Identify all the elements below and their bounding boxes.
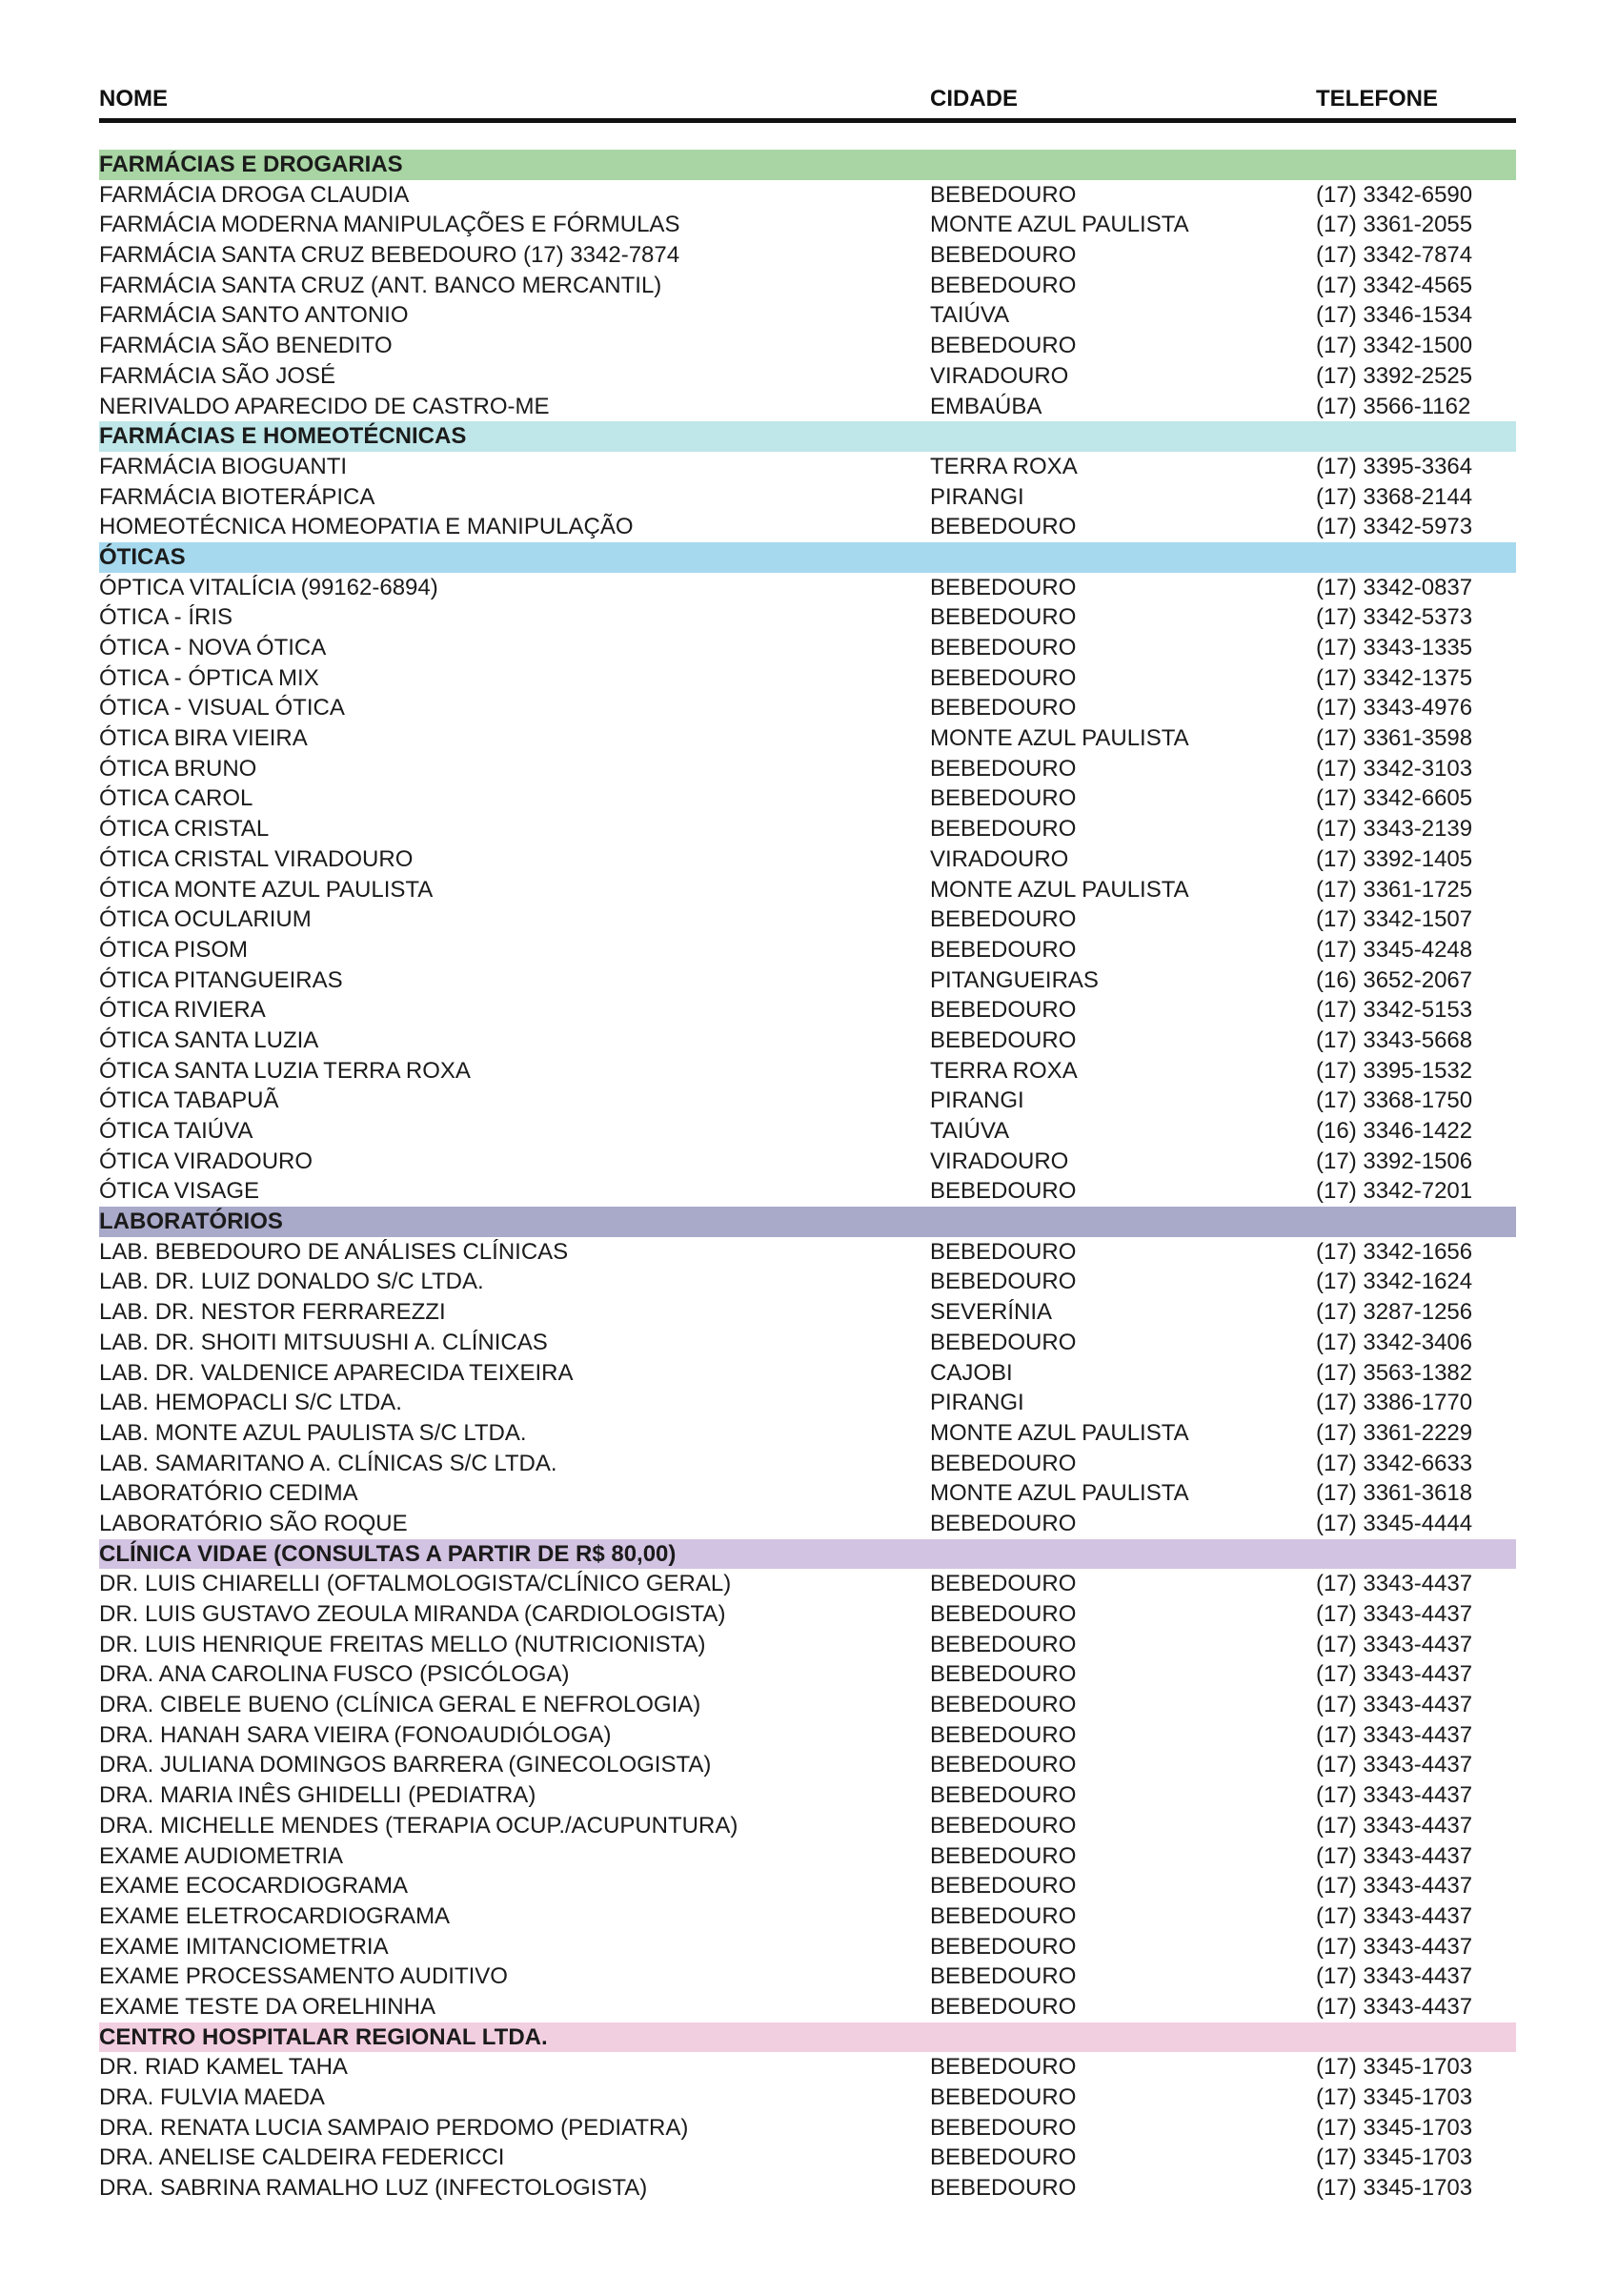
row-name: ÓTICA RIVIERA (99, 997, 266, 1024)
table-row (99, 1026, 1516, 1056)
row-phone: (17) 3395-3364 (1316, 453, 1473, 479)
row-phone: (17) 3346-1534 (1316, 302, 1473, 329)
row-name: DR. LUIS HENRIQUE FREITAS MELLO (NUTRICIONISTA) (99, 1631, 706, 1657)
row-name: LAB. BEBEDOURO DE ANÁLISES CLÍNICAS (99, 1238, 569, 1265)
row-city: BEBEDOURO (930, 1238, 1077, 1265)
row-phone: (17) 3392-2525 (1316, 362, 1473, 389)
row-name: ÓTICA - VISUAL ÓTICA (99, 695, 345, 721)
table-row (99, 1599, 1516, 1630)
row-city: BEBEDOURO (930, 1812, 1077, 1839)
table-row (99, 1630, 1516, 1660)
table-row (99, 844, 1516, 875)
table-row (99, 331, 1516, 361)
row-name: ÓTICA TABAPUÃ (99, 1087, 279, 1114)
row-name: HOMEOTÉCNICA HOMEOPATIA E MANIPULAÇÃO (99, 514, 634, 540)
row-phone: (17) 3342-5153 (1316, 997, 1473, 1024)
row-phone: (16) 3652-2067 (1316, 966, 1473, 993)
row-name: DR. LUIS GUSTAVO ZEOULA MIRANDA (CARDIOLOGISTA) (99, 1601, 726, 1627)
row-city: SEVERÍNIA (930, 1299, 1053, 1326)
table-row (99, 1569, 1516, 1599)
row-name: LABORATÓRIO CEDIMA (99, 1480, 358, 1507)
row-city: BEBEDOURO (930, 1873, 1077, 1900)
row-city: VIRADOURO (930, 845, 1069, 872)
row-city: CAJOBI (930, 1359, 1013, 1386)
table-row (99, 210, 1516, 240)
row-phone: (17) 3361-2055 (1316, 212, 1473, 238)
row-phone: (17) 3343-2139 (1316, 816, 1473, 843)
row-phone: (17) 3342-6605 (1316, 785, 1473, 812)
table-row (99, 1478, 1516, 1509)
table-row (99, 965, 1516, 996)
row-city: BEBEDOURO (930, 1601, 1077, 1627)
table-row (99, 240, 1516, 271)
table-row (99, 1328, 1516, 1358)
row-city: VIRADOURO (930, 362, 1069, 389)
table-row (99, 814, 1516, 844)
row-name: ÓTICA OCULARIUM (99, 906, 312, 933)
table-row (99, 602, 1516, 633)
row-phone: (16) 3346-1422 (1316, 1118, 1473, 1144)
row-name: ÓTICA MONTE AZUL PAULISTA (99, 876, 434, 903)
row-city: BEBEDOURO (930, 997, 1077, 1024)
row-city: BEBEDOURO (930, 1661, 1077, 1688)
table-row (99, 1388, 1516, 1418)
row-city: BEBEDOURO (930, 1963, 1077, 1990)
table-row (99, 482, 1516, 513)
table-row (99, 1780, 1516, 1811)
row-phone: (17) 3395-1532 (1316, 1057, 1473, 1084)
row-city: PIRANGI (930, 1087, 1024, 1114)
table-row (99, 271, 1516, 301)
row-name: DRA. RENATA LUCIA SAMPAIO PERDOMO (PEDIATRA) (99, 2114, 689, 2141)
row-phone: (17) 3392-1405 (1316, 845, 1473, 872)
row-phone: (17) 3386-1770 (1316, 1390, 1473, 1416)
row-city: BEBEDOURO (930, 242, 1077, 269)
row-city: BEBEDOURO (930, 2114, 1077, 2141)
table-row (99, 1449, 1516, 1479)
row-phone: (17) 3563-1382 (1316, 1359, 1473, 1386)
row-phone: (17) 3345-1703 (1316, 2175, 1473, 2202)
row-city: VIRADOURO (930, 1148, 1069, 1174)
row-phone: (17) 3392-1506 (1316, 1148, 1473, 1174)
table-row (99, 2113, 1516, 2144)
row-city: EMBAÚBA (930, 393, 1042, 419)
table-row (99, 995, 1516, 1026)
row-phone: (17) 3361-1725 (1316, 876, 1473, 903)
row-name: DRA. HANAH SARA VIEIRA (FONOAUDIÓLOGA) (99, 1721, 612, 1748)
row-name: DRA. ANA CAROLINA FUSCO (PSICÓLOGA) (99, 1661, 570, 1688)
row-phone: (17) 3345-1703 (1316, 2054, 1473, 2081)
row-city: BEBEDOURO (930, 272, 1077, 298)
row-city: TERRA ROXA (930, 1057, 1078, 1084)
row-phone: (17) 3342-5973 (1316, 514, 1473, 540)
row-city: BEBEDOURO (930, 906, 1077, 933)
row-city: PITANGUEIRAS (930, 966, 1099, 993)
row-name: DR. LUIS CHIARELLI (OFTALMOLOGISTA/CLÍNICO GERAL) (99, 1571, 732, 1597)
row-phone: (17) 3343-1335 (1316, 635, 1473, 660)
row-phone: (17) 3343-4437 (1316, 1933, 1473, 1960)
row-name: LAB. DR. SHOITI MITSUUSHI A. CLÍNICAS (99, 1329, 548, 1355)
row-name: LAB. DR. VALDENICE APARECIDA TEIXEIRA (99, 1359, 574, 1386)
row-city: BEBEDOURO (930, 333, 1077, 359)
row-name: DRA. MICHELLE MENDES (TERAPIA OCUP./ACUPUNTURA) (99, 1812, 738, 1839)
row-name: FARMÁCIA SÃO BENEDITO (99, 333, 393, 359)
row-phone: (17) 3342-6590 (1316, 181, 1473, 208)
row-name: FARMÁCIA BIOGUANTI (99, 453, 348, 479)
row-phone: (17) 3361-2229 (1316, 1419, 1473, 1446)
table-row (99, 1176, 1516, 1207)
row-phone: (17) 3345-4248 (1316, 936, 1473, 963)
row-name: FARMÁCIA SANTO ANTONIO (99, 302, 409, 329)
row-city: TAIÚVA (930, 302, 1010, 329)
row-phone: (17) 3343-4437 (1316, 1993, 1473, 2020)
table-row (99, 1811, 1516, 1841)
row-city: BEBEDOURO (930, 2054, 1077, 2081)
table-row (99, 1056, 1516, 1087)
row-phone: (17) 3345-4444 (1316, 1510, 1473, 1536)
row-phone: (17) 3343-4437 (1316, 1842, 1473, 1869)
row-phone: (17) 3342-4565 (1316, 272, 1473, 298)
row-name: DRA. JULIANA DOMINGOS BARRERA (GINECOLOGISTA) (99, 1752, 712, 1778)
row-phone: (17) 3343-4437 (1316, 1752, 1473, 1778)
row-city: BEBEDOURO (930, 1933, 1077, 1960)
row-phone: (17) 3343-5668 (1316, 1026, 1473, 1053)
table-row (99, 1901, 1516, 1932)
row-name: FARMÁCIA DROGA CLAUDIA (99, 181, 410, 208)
table-row (99, 1750, 1516, 1780)
row-city: MONTE AZUL PAULISTA (930, 725, 1189, 752)
row-phone: (17) 3342-3406 (1316, 1329, 1473, 1355)
row-name: LAB. DR. NESTOR FERRAREZZI (99, 1299, 446, 1326)
row-phone: (17) 3345-1703 (1316, 2114, 1473, 2141)
row-city: MONTE AZUL PAULISTA (930, 1480, 1189, 1507)
row-city: MONTE AZUL PAULISTA (930, 876, 1189, 903)
row-name: ÓTICA SANTA LUZIA TERRA ROXA (99, 1057, 471, 1084)
row-name: FARMÁCIA BIOTERÁPICA (99, 483, 375, 510)
table-row (99, 875, 1516, 905)
header-phone: TELEFONE (1316, 86, 1439, 112)
row-city: BEBEDOURO (930, 1721, 1077, 1748)
row-phone: (17) 3342-0837 (1316, 574, 1473, 600)
row-city: BEBEDOURO (930, 1631, 1077, 1657)
row-city: PIRANGI (930, 483, 1024, 510)
row-city: BEBEDOURO (930, 1178, 1077, 1205)
table-row (99, 573, 1516, 603)
section-heading: FARMÁCIAS E DROGARIAS (99, 150, 1516, 180)
row-phone: (17) 3342-1656 (1316, 1238, 1473, 1265)
row-name: ÓTICA BIRA VIEIRA (99, 725, 308, 752)
row-name: ÓTICA - ÓPTICA MIX (99, 664, 319, 691)
table-row (99, 300, 1516, 331)
row-name: ÓTICA BRUNO (99, 755, 257, 782)
row-phone: (17) 3343-4437 (1316, 1631, 1473, 1657)
row-city: PIRANGI (930, 1390, 1024, 1416)
table-row (99, 723, 1516, 754)
row-name: DR. RIAD KAMEL TAHA (99, 2054, 348, 2081)
table-row (99, 1690, 1516, 1720)
row-city: BEBEDOURO (930, 936, 1077, 963)
row-name: EXAME IMITANCIOMETRIA (99, 1933, 389, 1960)
table-row (99, 2083, 1516, 2113)
row-city: BEBEDOURO (930, 785, 1077, 812)
table-row (99, 1961, 1516, 1992)
row-phone: (17) 3343-4437 (1316, 1782, 1473, 1809)
row-city: BEBEDOURO (930, 635, 1077, 660)
row-city: BEBEDOURO (930, 1450, 1077, 1476)
row-city: BEBEDOURO (930, 1269, 1077, 1295)
row-name: DRA. MARIA INÊS GHIDELLI (PEDIATRA) (99, 1782, 536, 1809)
table-row (99, 1147, 1516, 1177)
row-phone: (17) 3343-4437 (1316, 1721, 1473, 1748)
table-row (99, 1237, 1516, 1268)
row-name: EXAME PROCESSAMENTO AUDITIVO (99, 1963, 508, 1990)
row-city: BEBEDOURO (930, 1993, 1077, 2020)
row-phone: (17) 3368-1750 (1316, 1087, 1473, 1114)
table-row (99, 392, 1516, 422)
table-row (99, 2052, 1516, 2083)
row-phone: (17) 3368-2144 (1316, 483, 1473, 510)
row-name: DRA. FULVIA MAEDA (99, 2084, 325, 2110)
row-city: BEBEDOURO (930, 695, 1077, 721)
row-city: TAIÚVA (930, 1118, 1010, 1144)
row-city: BEBEDOURO (930, 1329, 1077, 1355)
table-row (99, 512, 1516, 542)
row-name: EXAME ELETROCARDIOGRAMA (99, 1902, 451, 1929)
row-name: DRA. ANELISE CALDEIRA FEDERICCI (99, 2144, 505, 2171)
row-name: LABORATÓRIO SÃO ROQUE (99, 1510, 408, 1536)
sections-container (99, 150, 1516, 2204)
row-city: MONTE AZUL PAULISTA (930, 212, 1189, 238)
table-row (99, 693, 1516, 723)
row-city: BEBEDOURO (930, 1571, 1077, 1597)
table-row (99, 1358, 1516, 1389)
row-city: BEBEDOURO (930, 1782, 1077, 1809)
row-phone: (17) 3345-1703 (1316, 2144, 1473, 2171)
row-name: ÓTICA VIRADOURO (99, 1148, 314, 1174)
row-name: ÓTICA TAIÚVA (99, 1118, 253, 1144)
row-name: ÓTICA VISAGE (99, 1178, 260, 1205)
table-row (99, 1841, 1516, 1872)
row-name: ÓTICA CAROL (99, 785, 253, 812)
row-phone: (17) 3343-4437 (1316, 1873, 1473, 1900)
row-city: BEBEDOURO (930, 2175, 1077, 2202)
row-name: ÓPTICA VITALÍCIA (99162-6894) (99, 574, 438, 600)
table-row (99, 904, 1516, 935)
row-city: BEBEDOURO (930, 1902, 1077, 1929)
directory-document (99, 82, 1516, 2204)
row-name: ÓTICA CRISTAL (99, 816, 270, 843)
row-city: BEBEDOURO (930, 1510, 1077, 1536)
row-phone: (17) 3342-1507 (1316, 906, 1473, 933)
row-phone: (17) 3342-1624 (1316, 1269, 1473, 1295)
row-city: BEBEDOURO (930, 1752, 1077, 1778)
row-name: DRA. CIBELE BUENO (CLÍNICA GERAL E NEFROLOGIA) (99, 1692, 701, 1718)
row-phone: (17) 3342-1375 (1316, 664, 1473, 691)
table-row (99, 754, 1516, 784)
table-row (99, 1267, 1516, 1297)
row-city: BEBEDOURO (930, 816, 1077, 843)
row-phone: (17) 3361-3598 (1316, 725, 1473, 752)
section-heading: CLÍNICA VIDAE (CONSULTAS A PARTIR DE R$ 80,00) (99, 1539, 1516, 1570)
table-row (99, 783, 1516, 814)
row-name: FARMÁCIA SANTA CRUZ (ANT. BANCO MERCANTIL) (99, 272, 662, 298)
table-row (99, 1659, 1516, 1690)
header-spacer (99, 123, 1516, 150)
row-name: NERIVALDO APARECIDO DE CASTRO-ME (99, 393, 550, 419)
row-name: ÓTICA SANTA LUZIA (99, 1026, 319, 1053)
row-city: BEBEDOURO (930, 1026, 1077, 1053)
row-name: EXAME AUDIOMETRIA (99, 1842, 344, 1869)
table-row (99, 1932, 1516, 1962)
section-heading: FARMÁCIAS E HOMEOTÉCNICAS (99, 421, 1516, 452)
table-row (99, 1297, 1516, 1328)
row-phone: (17) 3343-4437 (1316, 1963, 1473, 1990)
header-city: CIDADE (930, 86, 1019, 112)
row-phone: (17) 3361-3618 (1316, 1480, 1473, 1507)
row-city: BEBEDOURO (930, 755, 1077, 782)
row-city: BEBEDOURO (930, 2084, 1077, 2110)
row-name: FARMÁCIA MODERNA MANIPULAÇÕES E FÓRMULAS (99, 212, 680, 238)
row-phone: (17) 3343-4437 (1316, 1692, 1473, 1718)
table-row (99, 935, 1516, 965)
row-name: LAB. DR. LUIZ DONALDO S/C LTDA. (99, 1269, 484, 1295)
row-name: ÓTICA - NOVA ÓTICA (99, 635, 327, 660)
row-phone: (17) 3342-3103 (1316, 755, 1473, 782)
row-phone: (17) 3343-4437 (1316, 1661, 1473, 1688)
row-name: ÓTICA - ÍRIS (99, 604, 233, 631)
row-name: FARMÁCIA SÃO JOSÉ (99, 362, 336, 389)
row-name: FARMÁCIA SANTA CRUZ BEBEDOURO (17) 3342-7874 (99, 242, 680, 269)
table-row (99, 1509, 1516, 1539)
section-heading: ÓTICAS (99, 542, 1516, 573)
row-phone: (17) 3345-1703 (1316, 2084, 1473, 2110)
row-phone: (17) 3566-1162 (1316, 393, 1471, 419)
row-name: ÓTICA PITANGUEIRAS (99, 966, 343, 993)
row-phone: (17) 3287-1256 (1316, 1299, 1473, 1326)
row-city: MONTE AZUL PAULISTA (930, 1419, 1189, 1446)
row-name: EXAME TESTE DA ORELHINHA (99, 1993, 435, 2020)
table-row (99, 180, 1516, 211)
table-row (99, 663, 1516, 694)
row-city: BEBEDOURO (930, 1692, 1077, 1718)
table-header (99, 82, 1516, 112)
header-name: NOME (99, 86, 168, 112)
row-city: BEBEDOURO (930, 1842, 1077, 1869)
row-city: TERRA ROXA (930, 453, 1078, 479)
row-city: BEBEDOURO (930, 181, 1077, 208)
row-phone: (17) 3342-5373 (1316, 604, 1473, 631)
row-name: LAB. SAMARITANO A. CLÍNICAS S/C LTDA. (99, 1450, 557, 1476)
row-phone: (17) 3342-1500 (1316, 333, 1473, 359)
table-row (99, 1116, 1516, 1147)
row-city: BEBEDOURO (930, 2144, 1077, 2171)
section-heading: CENTRO HOSPITALAR REGIONAL LTDA. (99, 2022, 1516, 2053)
row-name: ÓTICA CRISTAL VIRADOURO (99, 845, 414, 872)
row-phone: (17) 3342-7874 (1316, 242, 1473, 269)
table-row (99, 452, 1516, 482)
row-phone: (17) 3342-6633 (1316, 1450, 1473, 1476)
row-name: LAB. MONTE AZUL PAULISTA S/C LTDA. (99, 1419, 527, 1446)
row-name: EXAME ECOCARDIOGRAMA (99, 1873, 409, 1900)
row-phone: (17) 3343-4437 (1316, 1812, 1473, 1839)
table-row (99, 1418, 1516, 1449)
section-heading: LABORATÓRIOS (99, 1207, 1516, 1237)
row-city: BEBEDOURO (930, 514, 1077, 540)
table-row (99, 1086, 1516, 1116)
row-phone: (17) 3342-7201 (1316, 1178, 1473, 1205)
row-phone: (17) 3343-4437 (1316, 1902, 1473, 1929)
row-phone: (17) 3343-4976 (1316, 695, 1473, 721)
table-row (99, 1992, 1516, 2022)
table-row (99, 1871, 1516, 1901)
table-row (99, 633, 1516, 663)
table-row (99, 2173, 1516, 2204)
table-row (99, 361, 1516, 392)
row-city: BEBEDOURO (930, 664, 1077, 691)
row-name: LAB. HEMOPACLI S/C LTDA. (99, 1390, 402, 1416)
table-row (99, 2143, 1516, 2173)
row-phone: (17) 3343-4437 (1316, 1571, 1473, 1597)
table-row (99, 1720, 1516, 1751)
row-name: ÓTICA PISOM (99, 936, 249, 963)
row-city: BEBEDOURO (930, 604, 1077, 631)
row-city: BEBEDOURO (930, 574, 1077, 600)
row-name: DRA. SABRINA RAMALHO LUZ (INFECTOLOGISTA) (99, 2175, 648, 2202)
row-phone: (17) 3343-4437 (1316, 1601, 1473, 1627)
